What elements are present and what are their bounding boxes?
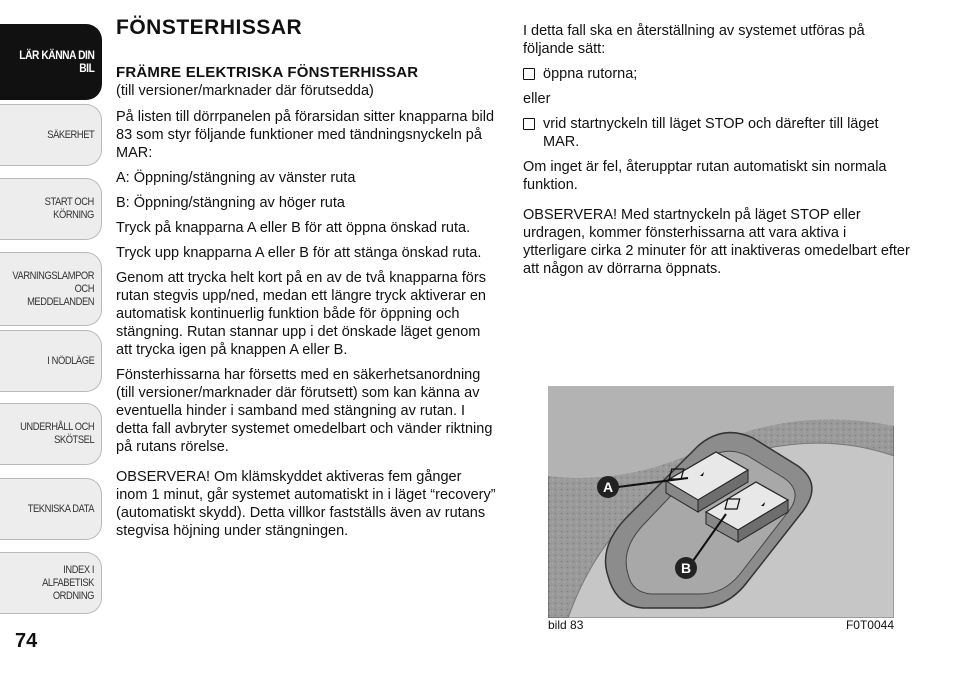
paragraph: Tryck på knapparna A eller B för att öppna önskad ruta. [116, 220, 471, 236]
paragraph: Om inget är fel, återupptar rutan automatiskt sin normala funktion. [523, 159, 887, 193]
figure-number: bild 83 [548, 618, 584, 632]
callout-b-label: B [680, 560, 692, 576]
window-switch-illustration [548, 386, 894, 618]
subsection-note: (till versioner/marknader där förutsedda) [116, 83, 374, 99]
paragraph: I detta fall ska en återställning av systemet utföras på följande sätt: [523, 23, 865, 57]
paragraph: Genom att trycka helt kort på en av de två knapparna förs rutan stegvis upp/ned, medan ett längre tryck aktiverar en automatisk kontinuerlig funktion både för öppning och stängning. Rutan stannar upp i det önskade läget genom att trycka igen på knappen A eller B. [116, 270, 486, 358]
paragraph: A: Öppning/stängning av vänster ruta [116, 170, 356, 186]
list-item: öppna rutorna; [523, 65, 913, 83]
tab-underhall-och-skotsel[interactable]: UNDERHÅLL OCH SKÖTSEL [0, 403, 102, 465]
tab-lar-kanna-din-bil[interactable]: LÄR KÄNNA DIN BIL [0, 24, 102, 100]
subsection-title: FRÄMRE ELEKTRISKA FÖNSTERHISSAR [116, 64, 419, 81]
paragraph: B: Öppning/stängning av höger ruta [116, 195, 345, 211]
tab-sakerhet[interactable]: SÄKERHET [0, 104, 102, 166]
chapter-tabs [0, 0, 104, 630]
tab-i-nodlage[interactable]: I NÖDLÄGE [0, 330, 102, 392]
tab-varningslampor[interactable]: VARNINGSLAMPOR OCH MEDDELANDEN [0, 252, 102, 326]
callout-a-label: A [602, 479, 614, 495]
list-item: vrid startnyckeln till läget STOP och därefter till läget MAR. [523, 115, 913, 151]
tab-tekniska-data[interactable]: TEKNISKA DATA [0, 478, 102, 540]
figure-caption [548, 618, 894, 632]
left-column [116, 14, 496, 547]
warning-paragraph: OBSERVERA! Med startnyckeln på läget STOP eller urdragen, kommer fönsterhissarna att vara aktiva i ytterligare cirka 2 minuter för att inaktiveras omedelbart efter att någon av dörrarna öppnats. [523, 207, 910, 277]
paragraph: Fönsterhissarna har försetts med en säkerhetsanordning (till versioner/marknader där förutsett) som kan känna av eventuella hinder i samband med stängning av rutan. I detta fall avbryter systemet omedelbart och vänder riktning på rutans rörelse. [116, 367, 493, 455]
paragraph: Tryck upp knapparna A eller B för att stänga önskad ruta. [116, 245, 482, 261]
right-column [523, 22, 913, 285]
figure-code: F0T0044 [845, 618, 894, 632]
checkbox-bullet-icon [523, 118, 535, 130]
tab-start-och-korning[interactable]: START OCH KÖRNING [0, 178, 102, 240]
tab-index[interactable]: INDEX I ALFABETISK ORDNING [0, 552, 102, 614]
page-number: 74 [15, 630, 38, 652]
section-title: FÖNSTERHISSAR [116, 16, 303, 39]
paragraph: På listen till dörrpanelen på förarsidan sitter knapparna bild 83 som styr följande funktioner med tändningsnyckeln på MAR: [116, 109, 495, 161]
paragraph: eller [523, 91, 551, 107]
warning-paragraph: OBSERVERA! Om klämskyddet aktiveras fem gånger inom 1 minut, går systemet automatiskt in i läget “recovery” (automatiskt skydd). Detta villkor fastställs även av rutans stegvisa höjning under stängningen. [116, 469, 496, 539]
checkbox-bullet-icon [523, 68, 535, 80]
